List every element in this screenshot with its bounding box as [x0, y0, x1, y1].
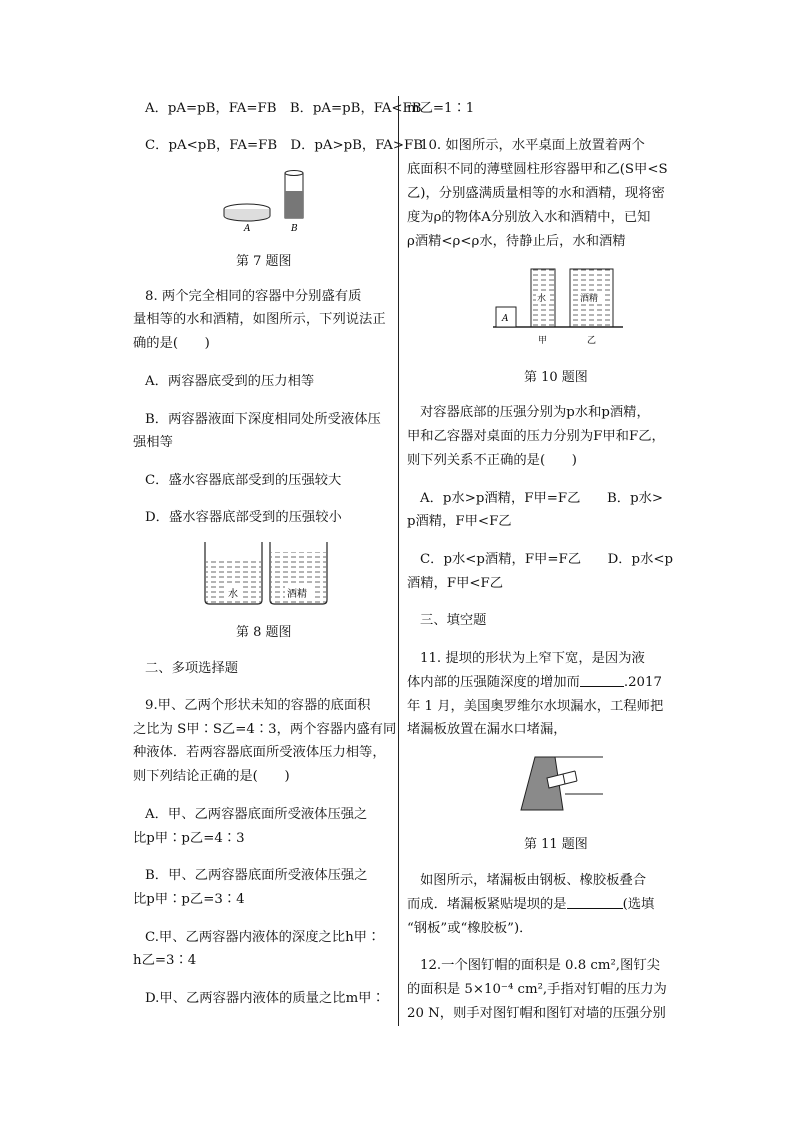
- q10-line5: ρ酒精<ρ<ρ水，待静止后，水和酒精: [407, 234, 626, 249]
- section2-heading: 二、多项选择题: [145, 661, 239, 676]
- q11-line2-text: 体内部的压强随深度的增加而: [407, 675, 580, 690]
- q8-fig-label-water: 水: [228, 589, 238, 600]
- q7-figure: [222, 168, 322, 236]
- q11-line6-text: 而成．堵漏板紧贴堤坝的是: [407, 897, 567, 912]
- section3-heading: 三、填空题: [420, 613, 487, 628]
- column-divider: [398, 96, 399, 1026]
- q9-continuation: m乙=1∶1: [407, 101, 475, 116]
- q10-line1: 10. 如图所示，水平桌面上放置着两个: [420, 138, 645, 153]
- q11-figure: [517, 754, 607, 814]
- q12-line1: 12.一个图钉帽的面积是 0.8 cm²,图钉尖: [420, 958, 660, 973]
- q9-line1: 9.甲、乙两个形状未知的容器的底面积: [145, 698, 371, 713]
- q11-answer-blank-2[interactable]: [567, 896, 623, 909]
- q10-fig-label-yi: 乙: [587, 336, 597, 346]
- q10-figure: [493, 263, 623, 347]
- q9-option-a2: 比p甲∶p乙=4∶3: [133, 831, 245, 846]
- q12-line3: 20 N，则手对图钉帽和图钉对墙的压强分别: [407, 1006, 666, 1021]
- q8-caption: 第 8 题图: [236, 625, 292, 640]
- q9-line2: 之比为 S甲∶S乙=4∶3，两个容器内盛有同: [133, 722, 397, 737]
- q9-option-a1: A．甲、乙两容器底面所受液体压强之: [145, 807, 368, 822]
- q10-line8: 则下列关系不正确的是( ): [407, 453, 577, 468]
- q8-fig-label-alcohol: 酒精: [287, 589, 307, 600]
- q8-option-d: D．盛水容器底部受到的压强较小: [145, 510, 342, 525]
- q11-answer-blank-1[interactable]: [580, 674, 624, 687]
- q11-line3: 年 1 月，美国奥罗维尔水坝漏水，工程师把: [407, 699, 664, 714]
- q11-line6-suffix: (选填: [622, 897, 655, 912]
- q8-option-c: C．盛水容器底部受到的压强较大: [145, 473, 342, 488]
- q11-line5: 如图所示，堵漏板由钢板、橡胶板叠合: [420, 873, 647, 888]
- q10-line6: 对容器底部的压强分别为p水和p酒精，: [420, 405, 650, 420]
- q10-caption: 第 10 题图: [524, 370, 588, 385]
- q7-fig-label-a: A: [244, 224, 251, 234]
- q7-options-cd: C．pA<pB，FA=FB D．pA>pB，FA>FB: [145, 138, 424, 153]
- q9-option-b2: 比p甲∶p乙=3∶4: [133, 892, 245, 907]
- q11-line6: [407, 896, 654, 914]
- q9-option-c2: h乙=3∶4: [133, 953, 197, 968]
- q9-option-b1: B．甲、乙两容器底面所受液体压强之: [145, 868, 368, 883]
- q11-line2: [407, 674, 662, 692]
- q8-line1: 8. 两个完全相同的容器中分别盛有质: [145, 289, 362, 304]
- q10-line7: 甲和乙容器对桌面的压力分别为F甲和F乙，: [407, 429, 665, 444]
- q10-option-d: 酒精，F甲<F乙: [407, 576, 504, 591]
- q7-caption: 第 7 题图: [236, 254, 292, 269]
- q11-caption: 第 11 题图: [524, 837, 588, 852]
- q10-line3: 乙)，分别盛满质量相等的水和酒精，现将密: [407, 186, 665, 201]
- q9-line3: 种液体．若两容器底面所受液体压力相等，: [133, 745, 386, 760]
- q10-option-a: A．p水>p酒精，F甲=F乙 B．p水>: [420, 491, 664, 506]
- q10-option-b: p酒精，F甲<F乙: [407, 514, 512, 529]
- q10-line4: 度为ρ的物体A分别放入水和酒精中，已知: [407, 210, 651, 225]
- q8-figure: [203, 540, 333, 608]
- q11-line4: 堵漏板放置在漏水口堵漏，: [407, 722, 567, 737]
- q10-fig-label-a: A: [502, 314, 509, 324]
- q9-option-d1: D.甲、乙两容器内液体的质量之比m甲∶: [145, 991, 385, 1006]
- q11-line2-year: .2017: [623, 675, 662, 690]
- q11-line1: 11. 提坝的形状为上窄下宽，是因为液: [420, 651, 645, 666]
- q12-line2: 的面积是 5×10⁻⁴ cm²,手指对钉帽的压力为: [407, 982, 667, 997]
- q10-fig-label-alcohol: 酒精: [580, 294, 599, 304]
- q7-options-ab: A．pA=pB，FA=FB B．pA=pB，FA<FB: [145, 101, 422, 116]
- q10-line2: 底面积不同的薄壁圆柱形容器甲和乙(S甲<S: [407, 162, 668, 177]
- q11-line7: “钢板”或“橡胶板”)．: [407, 921, 533, 936]
- q7-fig-label-b: B: [291, 224, 298, 234]
- q9-line4: 则下列结论正确的是( ): [133, 769, 290, 784]
- q8-line2: 量相等的水和酒精，如图所示，下列说法正: [133, 312, 386, 327]
- q10-option-c: C．p水<p酒精，F甲=F乙 D．p水<p: [420, 552, 674, 567]
- q8-option-b2: 强相等: [133, 435, 173, 450]
- q8-option-a: A．两容器底受到的压力相等: [145, 374, 315, 389]
- q8-line3: 确的是( ): [133, 336, 210, 351]
- q10-fig-label-water: 水: [537, 294, 547, 304]
- q8-option-b1: B．两容器液面下深度相同处所受液体压: [145, 412, 381, 427]
- q9-option-c1: C.甲、乙两容器内液体的深度之比h甲∶: [145, 930, 381, 945]
- q10-fig-label-jia: 甲: [538, 336, 548, 346]
